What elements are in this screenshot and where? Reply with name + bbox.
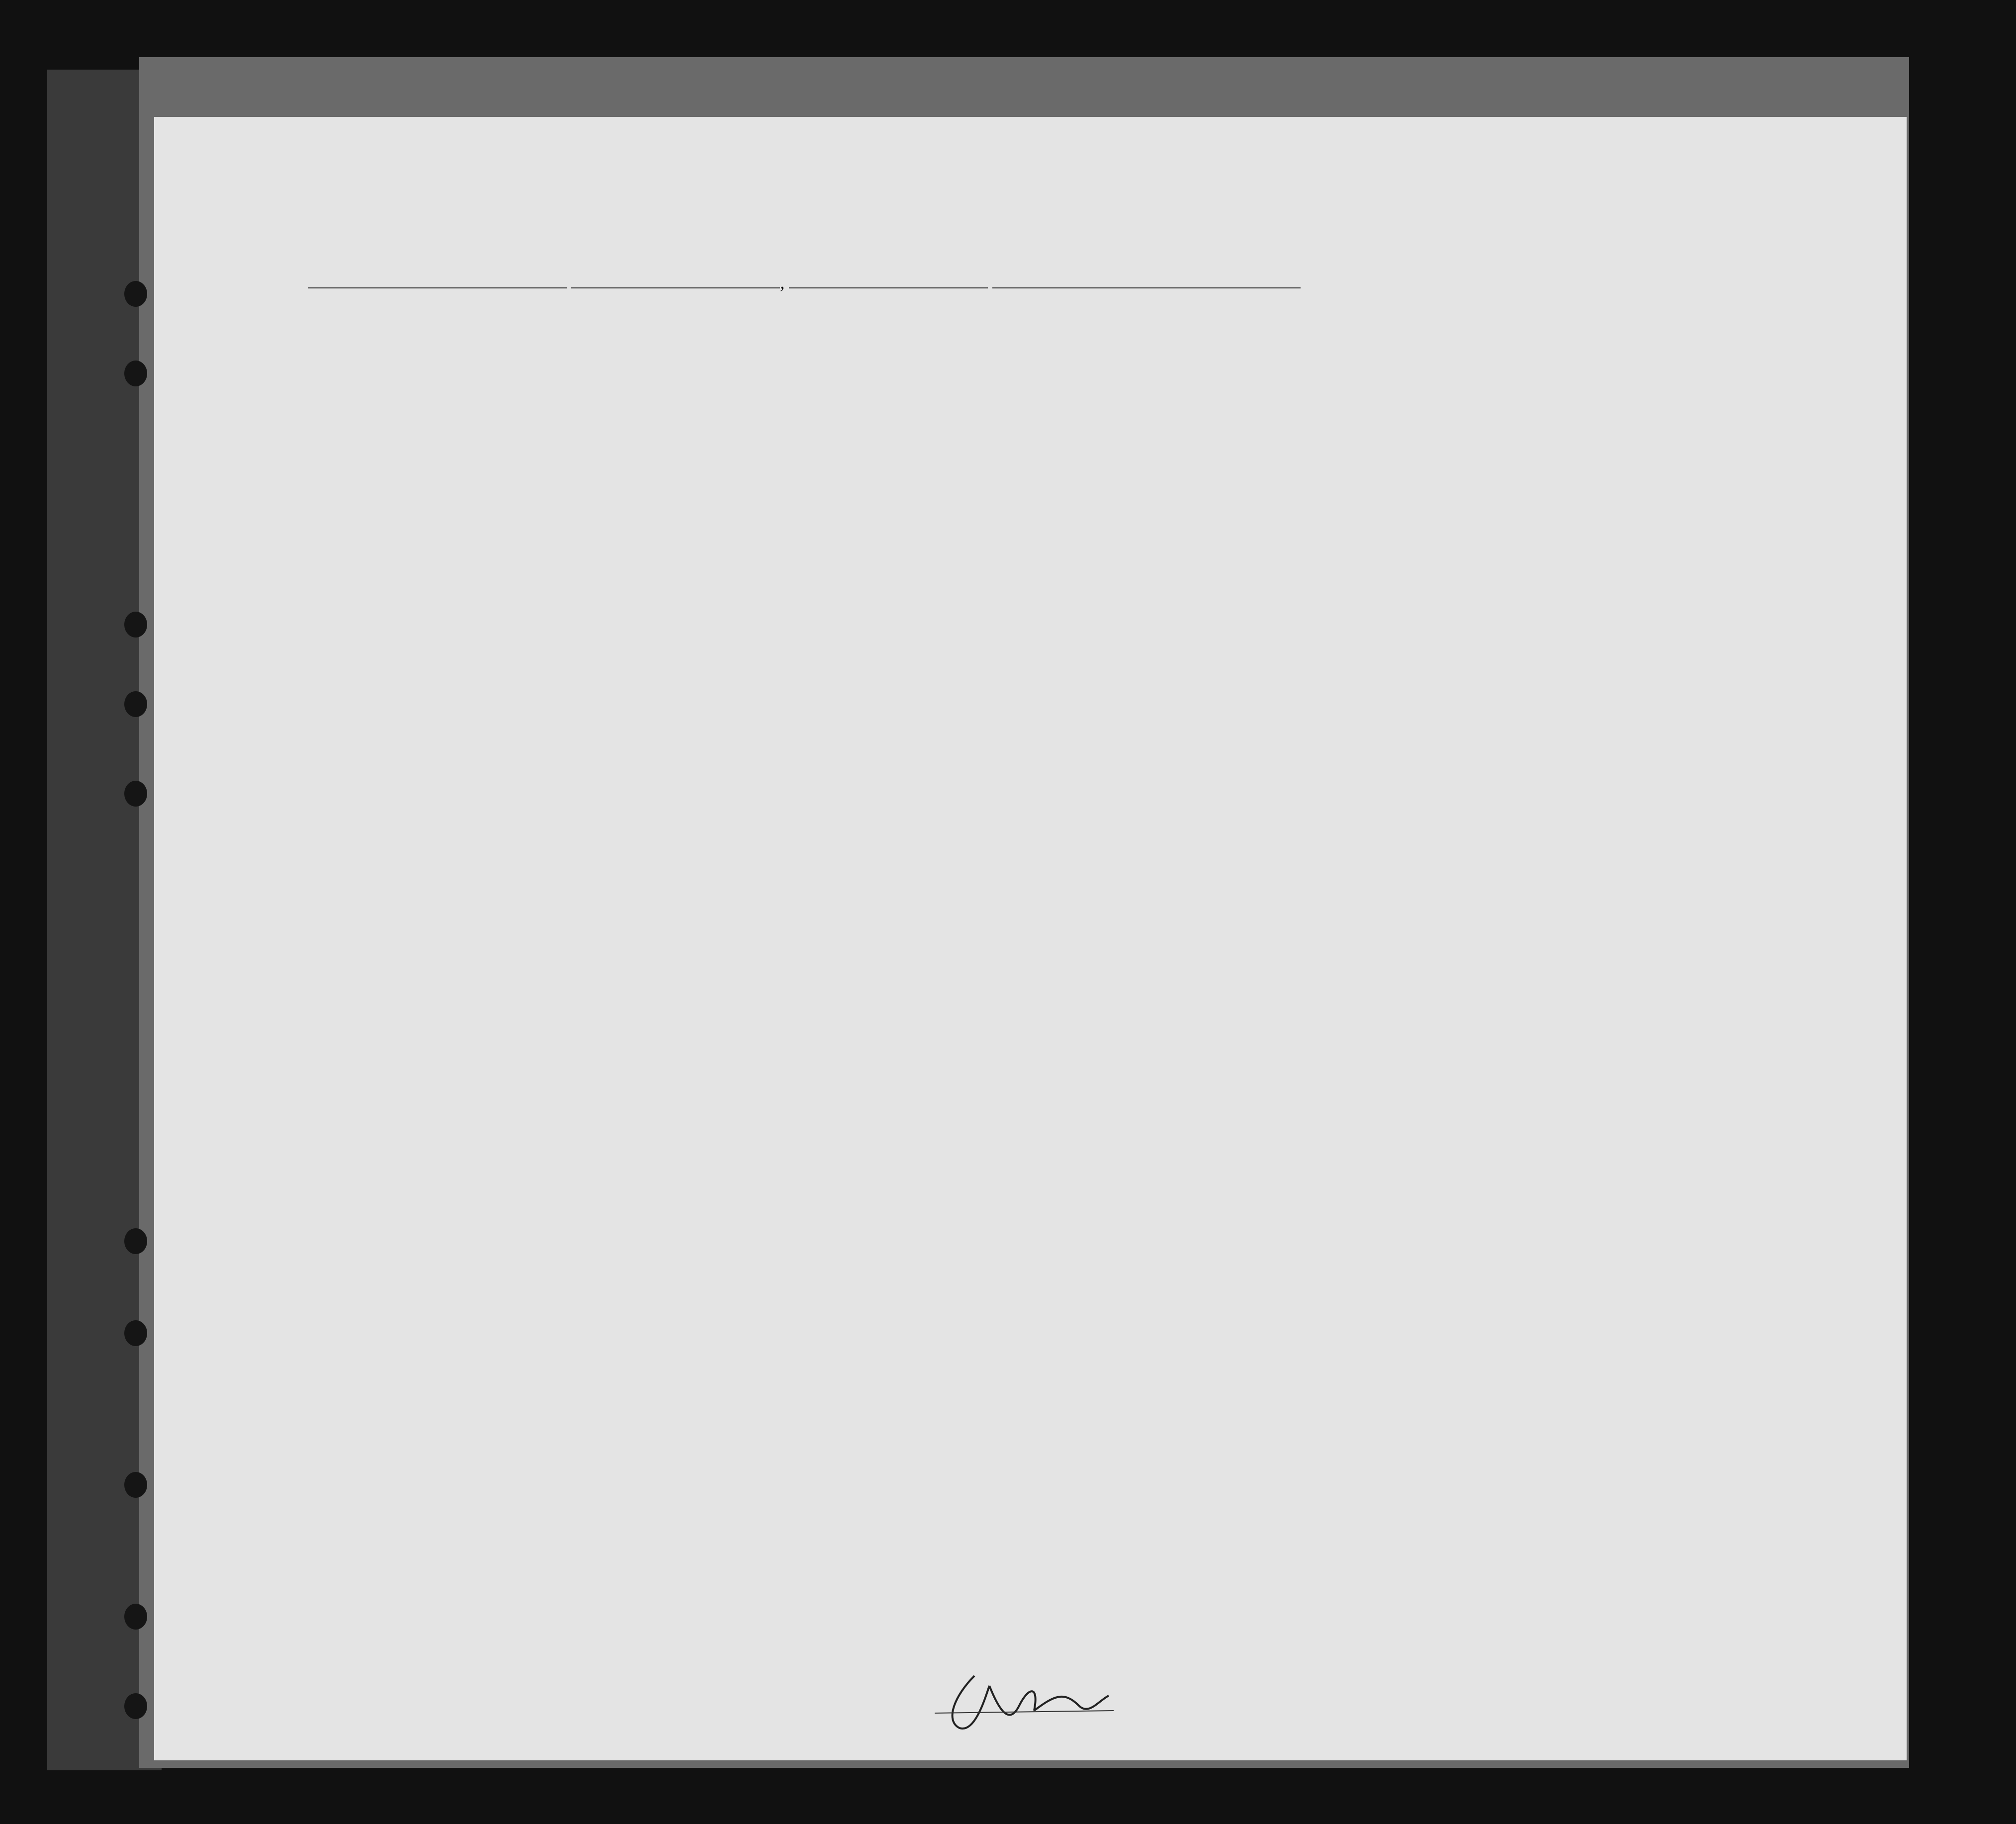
- punch-hole: [124, 281, 147, 307]
- vessel-line: ,: [308, 272, 1301, 293]
- punch-hole: [124, 1604, 147, 1630]
- punch-hole: [124, 781, 147, 807]
- punch-hole: [124, 691, 147, 717]
- manifest-page: [154, 117, 1907, 1760]
- inspector-signature: [915, 1666, 1124, 1740]
- punch-hole: [124, 612, 147, 638]
- manifest-table-grid: [154, 117, 1907, 1760]
- punch-hole: [124, 1472, 147, 1498]
- punch-hole: [124, 1320, 147, 1346]
- punch-hole: [124, 1228, 147, 1254]
- punch-hole: [124, 1693, 147, 1719]
- punch-hole: [124, 361, 147, 386]
